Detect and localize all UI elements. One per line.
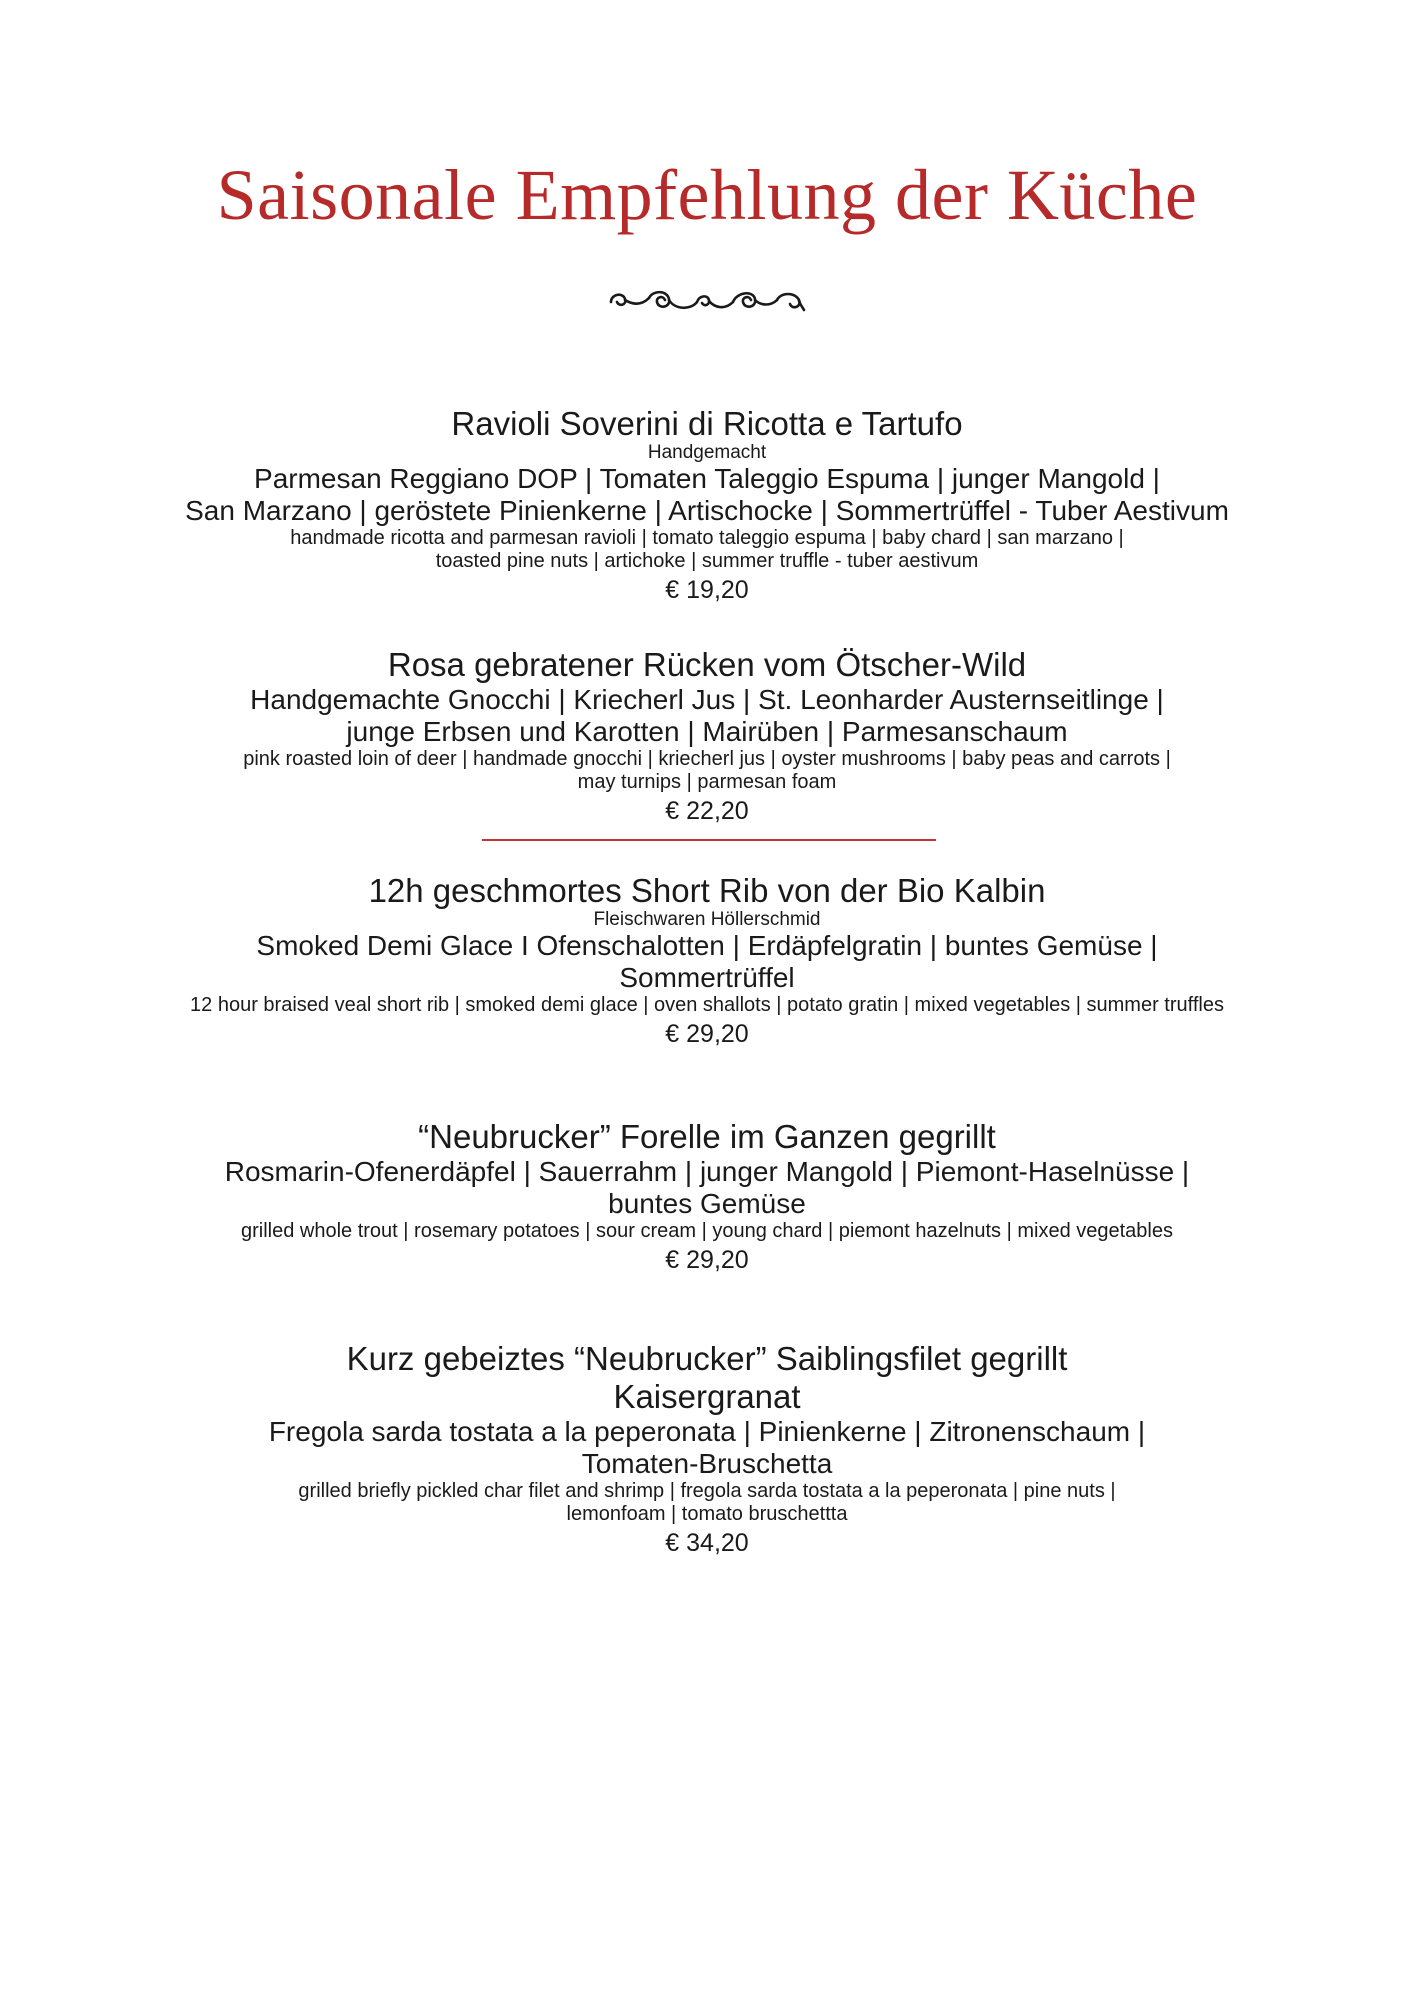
dish-description-de: buntes Gemüse [608, 1188, 806, 1219]
dish-description-en: lemonfoam | tomato bruschettta [566, 1503, 848, 1525]
dish-price: € 34,20 [665, 1529, 749, 1557]
dish-description-de: San Marzano | geröstete Pinienkerne | Artischocke | Sommertrüffel - Tuber Aestivum [185, 495, 1229, 526]
dish-description-en: grilled briefly pickled char filet and shrimp | fregola sarda tostata a la peperonata | pine nuts | [298, 1480, 1116, 1502]
section-divider [482, 839, 936, 841]
page-title: Saisonale Empfehlung der Küche [216, 155, 1198, 235]
dish-description-de: Smoked Demi Glace I Ofenschalotten | Erdäpfelgratin | buntes Gemüse | [256, 930, 1158, 961]
dish-description-en: 12 hour braised veal short rib | smoked demi glace | oven shallots | potato gratin | mixed vegetables | summer truffles [190, 994, 1224, 1016]
dish-price: € 29,20 [665, 1246, 749, 1274]
dish-name: “Neubrucker” Forelle im Ganzen gegrillt [418, 1118, 996, 1155]
dish-description-en: pink roasted loin of deer | handmade gnocchi | kriecherl jus | oyster mushrooms | baby peas and carrots | [243, 748, 1171, 770]
dish-name: Rosa gebratener Rücken vom Ötscher-Wild [387, 646, 1027, 683]
dish-description-de: Fregola sarda tostata a la peperonata | Pinienkerne | Zitronenschaum | [268, 1416, 1146, 1447]
dish-description-en: toasted pine nuts | artichoke | summer truffle - tuber aestivum [435, 550, 979, 572]
menu-item-trout [100, 1118, 1314, 1275]
menu-item-deer [100, 646, 1314, 826]
dish-description-de: junge Erbsen und Karotten | Mairüben | Parmesanschaum [346, 716, 1068, 747]
dish-description-en: handmade ricotta and parmesan ravioli | tomato taleggio espuma | baby chard | san marzano | [290, 527, 1124, 549]
dish-subtitle: Handgemacht [647, 442, 767, 463]
dish-description-de: Rosmarin-Ofenerdäpfel | Sauerrahm | junger Mangold | Piemont-Haselnüsse | [224, 1156, 1190, 1187]
dish-price: € 22,20 [665, 797, 749, 825]
dish-description-de: Sommertrüffel [619, 962, 795, 993]
dish-name: 12h geschmortes Short Rib von der Bio Kalbin [368, 872, 1046, 909]
dish-description-de: Tomaten-Bruschetta [581, 1448, 833, 1479]
menu-item-char-filet [100, 1340, 1314, 1558]
dish-name: Kaisergranat [613, 1378, 801, 1415]
menu-item-short-rib [100, 872, 1314, 1049]
dish-price: € 29,20 [665, 1020, 749, 1048]
flourish-icon [607, 280, 807, 324]
dish-description-en: may turnips | parmesan foam [577, 771, 837, 793]
dish-name: Ravioli Soverini di Ricotta e Tartufo [451, 405, 963, 442]
dish-price: € 19,20 [665, 576, 749, 604]
dish-description-de: Parmesan Reggiano DOP | Tomaten Taleggio Espuma | junger Mangold | [254, 463, 1160, 494]
dish-description-de: Handgemachte Gnocchi | Kriecherl Jus | St. Leonharder Austernseitlinge | [250, 684, 1164, 715]
dish-description-en: grilled whole trout | rosemary potatoes | sour cream | young chard | piemont hazelnuts | mixed vegetables [240, 1220, 1173, 1242]
dish-subtitle: Fleischwaren Höllerschmid [593, 909, 821, 930]
menu-item-ravioli [100, 405, 1314, 605]
dish-name: Kurz gebeiztes “Neubrucker” Saiblingsfilet gegrillt [346, 1340, 1068, 1377]
